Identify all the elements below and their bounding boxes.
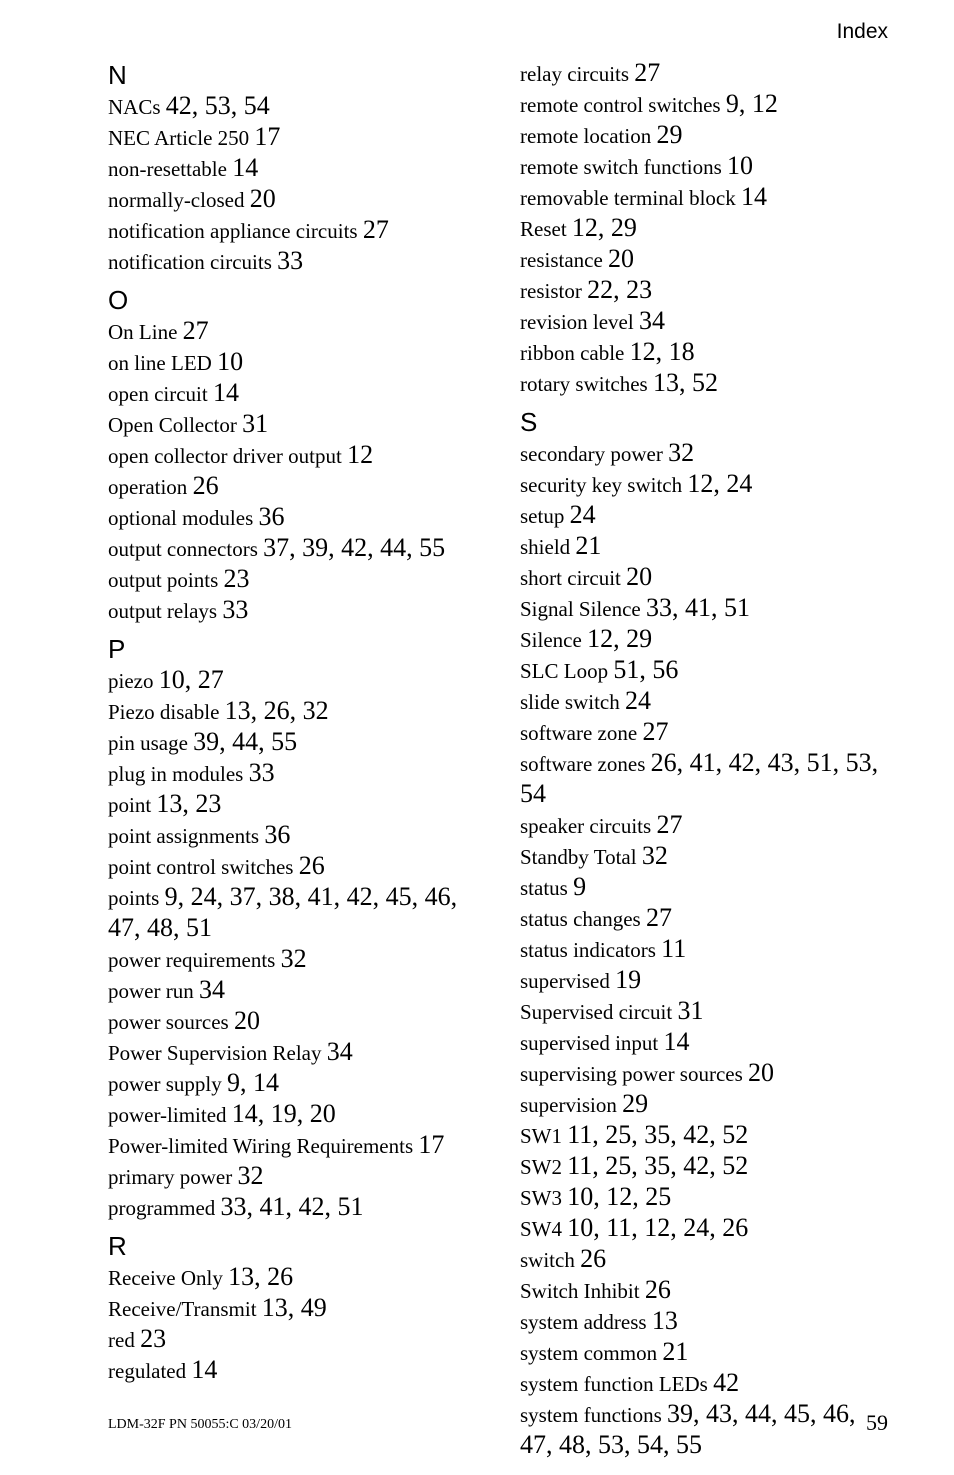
index-term: security key switch [520,473,683,497]
index-entry [520,337,890,368]
index-page-refs: 32 [641,841,668,870]
index-term: system function LEDs [520,1372,708,1396]
index-term: system address [520,1310,647,1334]
index-page-refs: 19 [615,965,642,994]
index-term: output relays [108,599,218,623]
index-entry [520,655,890,686]
index-section [108,1231,478,1386]
index-term: Supervised circuit [520,1000,673,1024]
index-entry [108,471,478,502]
index-page-refs: 51, 56 [613,655,679,684]
index-entry [108,1192,478,1223]
index-entry [520,1027,890,1058]
index-term: SW3 [520,1186,562,1210]
index-term: pin usage [108,731,188,755]
index-entry [108,564,478,595]
index-page-refs: 11 [661,934,687,963]
section-letter: O [108,285,129,315]
index-term: resistance [520,248,603,272]
index-term: Piezo disable [108,700,220,724]
index-entry [520,1182,890,1213]
index-entry [520,1213,890,1244]
index-term: normally-closed [108,188,245,212]
index-entry [108,758,478,789]
index-term: speaker circuits [520,814,652,838]
index-entry [520,306,890,337]
index-entry [108,409,478,440]
index-page-refs: 11, 25, 35, 42, 52 [567,1120,749,1149]
index-page-refs: 32 [237,1161,264,1190]
index-entry [108,184,478,215]
index-entry [108,91,478,122]
index-page-refs: 42 [713,1368,740,1397]
index-entry [520,748,890,810]
index-page-refs: 9, 12 [725,89,778,118]
index-section [520,407,890,1461]
index-page-refs: 12 [347,440,374,469]
index-term: Standby Total [520,845,637,869]
index-page-refs: 39, 43, 44, 45, 46, 47, 48, 53, 54, 55 [520,1399,856,1459]
index-page-refs: 10 [727,151,754,180]
index-page-refs: 14, 19, 20 [231,1099,336,1128]
index-entry [108,316,478,347]
index-term: power requirements [108,948,276,972]
index-term: regulated [108,1359,187,1383]
index-term: output points [108,568,219,592]
index-term: SLC Loop [520,659,609,683]
index-entry [520,1151,890,1182]
index-entry [520,120,890,151]
index-entry [108,851,478,882]
index-term: short circuit [520,566,621,590]
index-term: software zones [520,752,646,776]
index-entry [108,1099,478,1130]
index-term: plug in modules [108,762,244,786]
index-term: power sources [108,1010,229,1034]
index-term: system common [520,1341,658,1365]
index-term: Signal Silence [520,597,641,621]
index-page-refs: 14 [212,378,239,407]
index-page-refs: 42, 53, 54 [165,91,270,120]
index-term: supervised input [520,1031,659,1055]
index-page-refs: 26 [644,1275,671,1304]
index-entry [108,882,478,944]
index-entry [520,469,890,500]
index-entry [108,440,478,471]
index-term: shield [520,535,571,559]
index-page-refs: 9 [573,872,587,901]
index-page-refs: 20 [748,1058,775,1087]
index-entry [108,944,478,975]
index-page-refs: 20 [233,1006,260,1035]
index-page-refs: 32 [668,438,695,467]
index-page-refs: 33 [277,246,304,275]
index-entry [108,665,478,696]
index-term: On Line [108,320,178,344]
index-entry [108,1324,478,1355]
index-term: Receive/Transmit [108,1297,257,1321]
index-entry [520,1089,890,1120]
index-term: revision level [520,310,634,334]
index-entry [520,562,890,593]
index-entry [108,378,478,409]
index-page-refs: 12, 29 [571,213,637,242]
index-page-refs: 22, 23 [587,275,653,304]
index-entry [520,58,890,89]
index-term: operation [108,475,188,499]
index-section [520,58,890,399]
index-entry [108,1037,478,1068]
index-term: SW4 [520,1217,562,1241]
index-page-refs: 27 [642,717,669,746]
index-column-left [108,58,478,1394]
index-page-refs: 27 [362,215,389,244]
index-term: on line LED [108,351,212,375]
index-entry [520,841,890,872]
index-page-refs: 20 [626,562,653,591]
index-entry [520,810,890,841]
index-page-refs: 34 [638,306,665,335]
index-term: primary power [108,1165,233,1189]
index-entry [520,438,890,469]
index-term: resistor [520,279,582,303]
index-term: status [520,876,568,900]
index-term: setup [520,504,565,528]
index-entry [520,275,890,306]
index-term: power-limited [108,1103,227,1127]
index-page-refs: 12, 29 [587,624,653,653]
index-page-refs: 17 [418,1130,445,1159]
index-term: NACs [108,95,161,119]
index-page-refs: 33, 41, 51 [645,593,750,622]
index-page-refs: 26, 41, 42, 43, 51, 53, 54 [520,748,879,808]
index-page-refs: 20 [608,244,635,273]
index-page-refs: 26 [192,471,219,500]
index-term: optional modules [108,506,254,530]
index-term: supervising power sources [520,1062,743,1086]
footer-doc-id: LDM-32F PN 50055:C 03/20/01 [108,1417,292,1432]
index-term: status indicators [520,938,656,962]
index-page-refs: 26 [580,1244,607,1273]
index-term: piezo [108,669,154,693]
index-term: SW1 [520,1124,562,1148]
index-entry [520,717,890,748]
index-page-refs: 34 [326,1037,353,1066]
index-entry [108,347,478,378]
index-entry [520,500,890,531]
index-term: supervised [520,969,610,993]
index-entry [520,1275,890,1306]
index-term: NEC Article 250 [108,126,250,150]
index-term: point [108,793,152,817]
index-term: Open Collector [108,413,237,437]
index-entry [520,686,890,717]
index-entry [520,996,890,1027]
index-page-refs: 36 [258,502,285,531]
index-entry [520,1306,890,1337]
index-page-refs: 29 [656,120,683,149]
index-page-refs: 14 [191,1355,218,1384]
index-page-refs: 34 [198,975,225,1004]
section-letter: N [108,60,127,90]
index-entry [108,1068,478,1099]
index-entry [108,1006,478,1037]
index-page-refs: 10, 27 [158,665,224,694]
index-page-refs: 39, 44, 55 [193,727,298,756]
index-page-refs: 13 [651,1306,678,1335]
index-page-refs: 13, 26 [228,1262,294,1291]
index-page-refs: 13, 23 [156,789,222,818]
index-page-refs: 14 [232,153,259,182]
index-entry [520,872,890,903]
index-page-refs: 14 [663,1027,690,1056]
index-page-refs: 12, 18 [629,337,695,366]
index-entry [520,531,890,562]
index-entry [108,1355,478,1386]
index-page-refs: 27 [656,810,683,839]
index-term: Receive Only [108,1266,223,1290]
index-entry [108,502,478,533]
index-entry [108,122,478,153]
index-section [108,634,478,1223]
index-term: remote location [520,124,652,148]
index-term: status changes [520,907,641,931]
index-term: rotary switches [520,372,648,396]
index-page-refs: 10 [217,347,244,376]
index-page-refs: 9, 24, 37, 38, 41, 42, 45, 46, 47, 48, 51 [108,882,458,942]
index-term: point control switches [108,855,294,879]
index-entry [520,624,890,655]
section-letter: P [108,634,126,664]
index-term: power run [108,979,194,1003]
index-entry [520,213,890,244]
index-entry [520,1368,890,1399]
index-page-refs: 11, 25, 35, 42, 52 [567,1151,749,1180]
index-page-refs: 21 [575,531,602,560]
index-page-refs: 27 [645,903,672,932]
index-section [108,285,478,626]
index-page-refs: 13, 26, 32 [224,696,329,725]
index-entry [108,789,478,820]
section-letter: S [520,407,538,437]
index-page-refs: 26 [298,851,325,880]
index-page-refs: 32 [280,944,307,973]
index-page-refs: 9, 14 [227,1068,279,1097]
index-term: non-resettable [108,157,227,181]
index-entry [520,903,890,934]
index-page-refs: 37, 39, 42, 44, 55 [263,533,446,562]
index-term: remote switch functions [520,155,722,179]
index-page-refs: 33 [222,595,249,624]
index-entry [520,593,890,624]
index-term: Silence [520,628,582,652]
index-page-refs: 33 [248,758,275,787]
index-section [108,60,478,277]
index-page-refs: 33, 41, 42, 51 [220,1192,364,1221]
index-page-refs: 31 [242,409,269,438]
index-term: output connectors [108,537,258,561]
index-page-refs: 10, 12, 25 [567,1182,672,1211]
index-term: Power Supervision Relay [108,1041,322,1065]
index-page-refs: 23 [223,564,250,593]
index-term: relay circuits [520,62,630,86]
index-entry [108,1262,478,1293]
index-entry [108,727,478,758]
index-page-refs: 17 [254,122,281,151]
index-page-refs: 27 [182,316,209,345]
index-term: open circuit [108,382,208,406]
index-entry [520,1120,890,1151]
index-term: secondary power [520,442,663,466]
index-entry [108,1130,478,1161]
index-entry [108,246,478,277]
index-page-refs: 31 [677,996,704,1025]
index-entry [108,1293,478,1324]
index-term: remote control switches [520,93,721,117]
index-term: Power-limited Wiring Requirements [108,1134,414,1158]
index-term: notification appliance circuits [108,219,358,243]
index-entry [520,1399,890,1461]
index-term: ribbon cable [520,341,625,365]
index-term: system functions [520,1403,662,1427]
index-entry [520,368,890,399]
section-letter: R [108,1231,127,1261]
index-entry [108,533,478,564]
index-entry [108,1161,478,1192]
index-page-refs: 29 [622,1089,649,1118]
index-entry [520,89,890,120]
index-term: switch [520,1248,575,1272]
index-term: Switch Inhibit [520,1279,640,1303]
index-term: points [108,886,160,910]
index-page-refs: 12, 24 [687,469,753,498]
index-entry [520,151,890,182]
index-column-right [520,58,890,1469]
index-entry [108,595,478,626]
index-entry [520,244,890,275]
index-page-refs: 27 [634,58,661,87]
index-page-refs: 21 [662,1337,689,1366]
index-entry [520,1058,890,1089]
index-entry [108,696,478,727]
index-term: open collector driver output [108,444,342,468]
index-page-refs: 10, 11, 12, 24, 26 [567,1213,749,1242]
index-term: SW2 [520,1155,562,1179]
index-term: notification circuits [108,250,272,274]
index-page-refs: 14 [741,182,768,211]
index-term: programmed [108,1196,216,1220]
index-entry [108,975,478,1006]
index-term: software zone [520,721,638,745]
index-entry [520,1244,890,1275]
index-page-refs: 36 [264,820,291,849]
index-term: slide switch [520,690,620,714]
index-entry [108,153,478,184]
index-entry [520,182,890,213]
index-page-refs: 24 [625,686,651,715]
index-entry [520,965,890,996]
index-entry [108,820,478,851]
index-term: point assignments [108,824,260,848]
footer-page-number: 59 [866,1410,888,1435]
index-entry [520,934,890,965]
index-term: supervision [520,1093,617,1117]
index-page-refs: 20 [249,184,276,213]
index-page-refs: 24 [569,500,596,529]
index-entry [520,1337,890,1368]
index-term: Reset [520,217,567,241]
index-page-refs: 13, 52 [652,368,718,397]
index-page-refs: 23 [140,1324,167,1353]
index-term: removable terminal block [520,186,736,210]
index-page-refs: 13, 49 [261,1293,327,1322]
index-entry [108,215,478,246]
index-term: power supply [108,1072,222,1096]
index-term: red [108,1328,135,1352]
page-header-title: Index [836,20,888,43]
